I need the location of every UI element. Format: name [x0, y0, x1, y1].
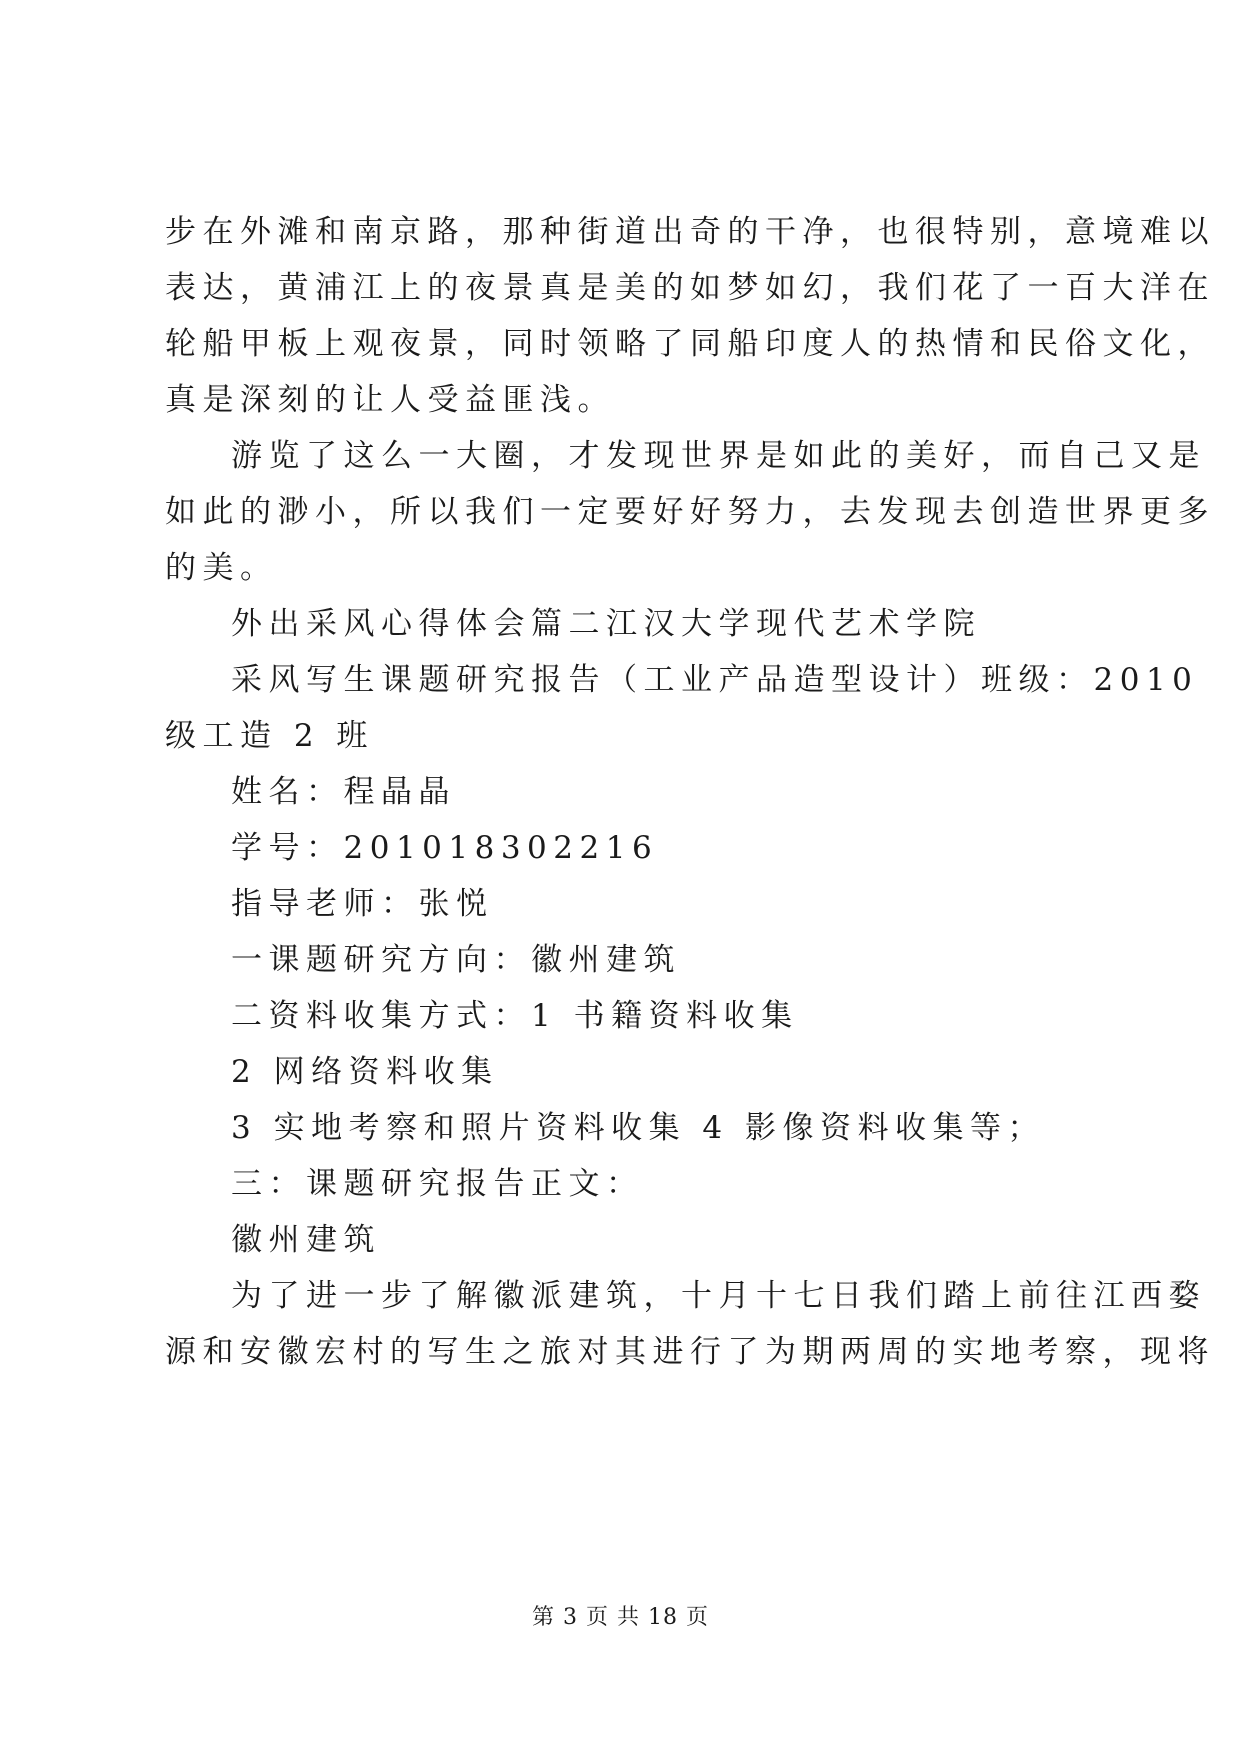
report-body-heading: 三：课题研究报告正文： [231, 1166, 644, 1202]
text-line: 的美。 [165, 550, 278, 586]
report-title: 采风写生课题研究报告（工业产品造型设计）班级：2010 [231, 662, 1199, 698]
collection-method-item: 3 实地考察和照片资料收集 4 影像资料收集等； [231, 1110, 1046, 1146]
text-line: 轮船甲板上观夜景，同时领略了同船印度人的热情和民俗文化， [165, 326, 1215, 362]
paragraph-first-line: 游览了这么一大圈，才发现世界是如此的美好，而自己又是 [231, 438, 1206, 474]
advisor: 指导老师：张悦 [231, 886, 494, 922]
text-line: 步在外滩和南京路，那种街道出奇的干净，也很特别，意境难以 [165, 214, 1215, 250]
student-id: 学号：201018302216 [231, 830, 659, 866]
text-line: 源和安徽宏村的写生之旅对其进行了为期两周的实地考察，现将 [165, 1334, 1215, 1370]
student-name: 姓名：程晶晶 [231, 774, 456, 810]
collection-method: 二资料收集方式：1 书籍资料收集 [231, 998, 799, 1034]
page-footer: 第 3 页 共 18 页 [532, 1605, 709, 1630]
subject-title: 徽州建筑 [231, 1222, 381, 1258]
text-line: 真是深刻的让人受益匪浅。 [165, 382, 615, 418]
research-direction: 一课题研究方向：徽州建筑 [231, 942, 681, 978]
paragraph-first-line: 为了进一步了解徽派建筑，十月十七日我们踏上前往江西婺 [231, 1278, 1206, 1314]
text-line: 表达，黄浦江上的夜景真是美的如梦如幻，我们花了一百大洋在 [165, 270, 1215, 306]
section-heading: 外出采风心得体会篇二江汉大学现代艺术学院 [231, 606, 981, 642]
text-line: 如此的渺小，所以我们一定要好好努力，去发现去创造世界更多 [165, 494, 1215, 530]
class-info: 级工造 2 班 [165, 718, 374, 754]
collection-method-item: 2 网络资料收集 [231, 1054, 499, 1090]
